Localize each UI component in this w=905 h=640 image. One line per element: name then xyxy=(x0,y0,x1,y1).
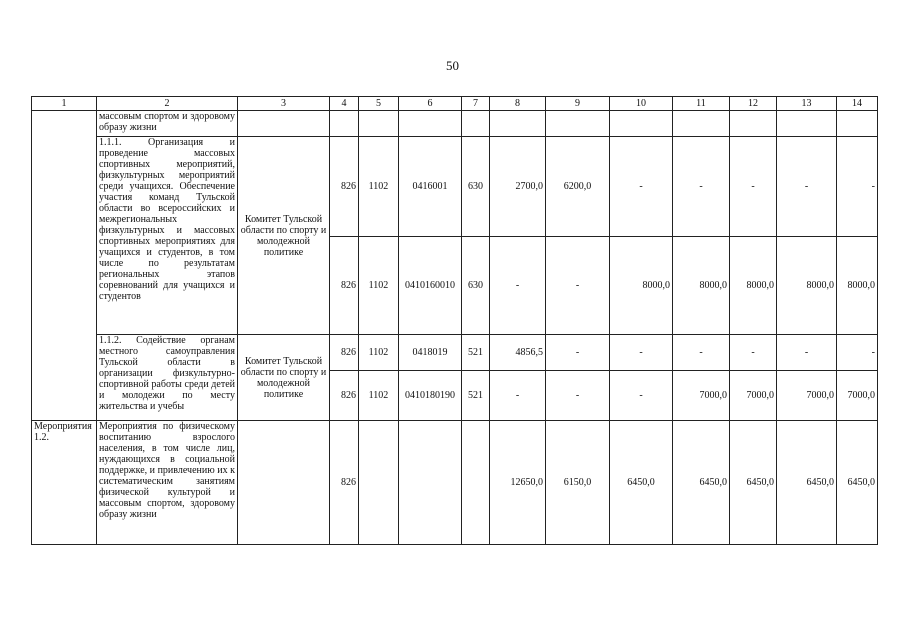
header-cell: 3 xyxy=(238,97,330,111)
cell: - xyxy=(673,137,730,237)
empty-cell xyxy=(238,111,330,137)
cell: 0410180190 xyxy=(399,371,462,421)
header-cell: 5 xyxy=(359,97,399,111)
cell: 6450,0 xyxy=(777,421,837,545)
table-row xyxy=(32,111,878,137)
measure-1-2-label: Мероприятия 1.2. xyxy=(32,421,97,545)
header-cell: 8 xyxy=(490,97,546,111)
cell: 521 xyxy=(462,371,490,421)
header-cell: 14 xyxy=(837,97,878,111)
cell: - xyxy=(546,335,610,371)
table-row xyxy=(32,421,878,545)
cell: - xyxy=(490,237,546,335)
cell: 826 xyxy=(330,237,359,335)
cell: 1102 xyxy=(359,237,399,335)
header-cell: 11 xyxy=(673,97,730,111)
cell xyxy=(399,421,462,545)
cell: 2700,0 xyxy=(490,137,546,237)
cell: 1102 xyxy=(359,335,399,371)
budget-table xyxy=(31,96,878,545)
cell: - xyxy=(730,335,777,371)
cell: 6450,0 xyxy=(673,421,730,545)
cell: 8000,0 xyxy=(777,237,837,335)
cell xyxy=(462,421,490,545)
cell: 8000,0 xyxy=(837,237,878,335)
cell: 6450,0 xyxy=(730,421,777,545)
cell: - xyxy=(546,237,610,335)
cell: 826 xyxy=(330,371,359,421)
measure-1-1-1-responsible: Комитет Тульской области по спорту и молодежной политике xyxy=(238,137,330,335)
header-cell: 1 xyxy=(32,97,97,111)
measure-1-1-2-responsible: Комитет Тульской области по спорту и молодежной политике xyxy=(238,335,330,421)
cell: 8000,0 xyxy=(673,237,730,335)
cell: 1102 xyxy=(359,371,399,421)
header-cell: 2 xyxy=(97,97,238,111)
empty-cell xyxy=(32,111,97,421)
cell: - xyxy=(777,335,837,371)
cell: - xyxy=(777,137,837,237)
cell: 1102 xyxy=(359,137,399,237)
cell: - xyxy=(673,335,730,371)
cell: - xyxy=(837,137,878,237)
table-row xyxy=(32,335,878,371)
cell: 6200,0 xyxy=(546,137,610,237)
cell: 8000,0 xyxy=(610,237,673,335)
cell: - xyxy=(730,137,777,237)
cell: 826 xyxy=(330,335,359,371)
cell: 0418019 xyxy=(399,335,462,371)
cell: - xyxy=(610,137,673,237)
cell: 7000,0 xyxy=(777,371,837,421)
header-cell: 13 xyxy=(777,97,837,111)
cell: 521 xyxy=(462,335,490,371)
cell: 826 xyxy=(330,137,359,237)
cell xyxy=(359,421,399,545)
continuation-text: массовым спортом и здоровому образу жизни xyxy=(97,111,238,137)
header-cell: 12 xyxy=(730,97,777,111)
cell: 6150,0 xyxy=(546,421,610,545)
cell: 12650,0 xyxy=(490,421,546,545)
cell: - xyxy=(610,371,673,421)
table-row xyxy=(32,137,878,237)
cell: - xyxy=(837,335,878,371)
cell: 630 xyxy=(462,237,490,335)
cell: 0410160010 xyxy=(399,237,462,335)
empty-cell xyxy=(238,421,330,545)
cell: 6450,0 xyxy=(610,421,673,545)
cell: - xyxy=(546,371,610,421)
cell: 7000,0 xyxy=(730,371,777,421)
measure-1-1-1-description: 1.1.1. Организация и проведение массовых спортивных мероприятий, физкультурных мероприятий среди учащихся. Обеспечение участия команд Тульской области во всероссийских и межрегиональных физкультурных и массовых спортивных мероприятиях для учащихся и студентов, в том числе по результатам региональных этапов соревнований для учащихся и студентов xyxy=(97,137,238,335)
header-cell: 4 xyxy=(330,97,359,111)
header-row xyxy=(32,97,878,111)
cell: 0416001 xyxy=(399,137,462,237)
cell: - xyxy=(490,371,546,421)
cell: 7000,0 xyxy=(837,371,878,421)
cell: - xyxy=(610,335,673,371)
measure-1-1-2-description: 1.1.2. Содействие органам местного самоуправления Тульской области в организации физкультурно-спортивной работы среди детей и молодежи по месту жительства и учебы xyxy=(97,335,238,421)
cell: 826 xyxy=(330,421,359,545)
header-cell: 9 xyxy=(546,97,610,111)
cell: 8000,0 xyxy=(730,237,777,335)
cell: 630 xyxy=(462,137,490,237)
header-cell: 10 xyxy=(610,97,673,111)
page-number: 50 xyxy=(446,58,459,73)
cell: 4856,5 xyxy=(490,335,546,371)
measure-1-2-description: Мероприятия по физическому воспитанию взрослого населения, в том числе лиц, нуждающихся в социальной поддержке, и привлечению их к систематическим занятиям физической культурой и массовым спортом, здоровому образу жизни xyxy=(97,421,238,545)
header-cell: 7 xyxy=(462,97,490,111)
cell: 6450,0 xyxy=(837,421,878,545)
cell: 7000,0 xyxy=(673,371,730,421)
header-cell: 6 xyxy=(399,97,462,111)
